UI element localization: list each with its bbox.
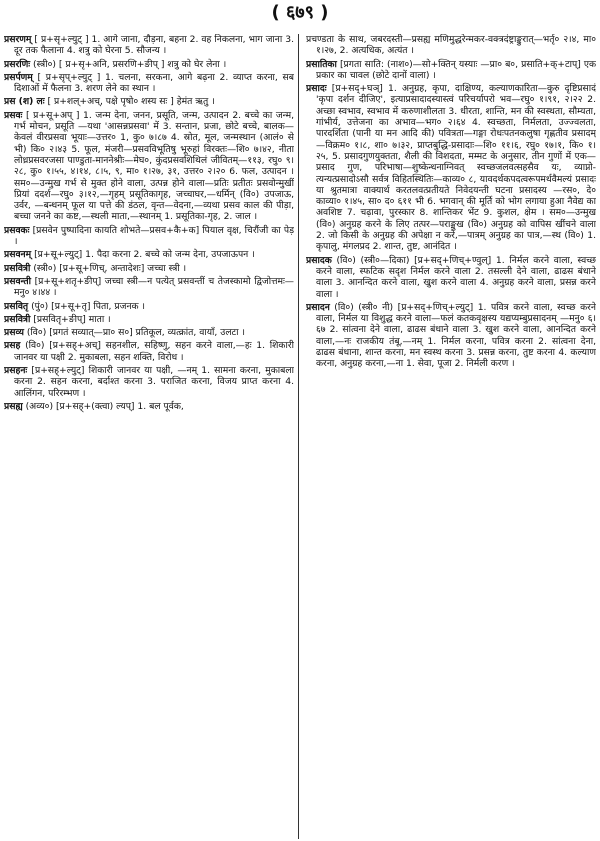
entry-definition: (वि०) (स्त्री०—दिका) [प्र+सद्+णिच्+ण्वुल्] 1. निर्मल करने वाला, स्वच्छ करने वाला, स्फटिक सदृश निर्मल करने वाला 2. तसल्ली देने वाला, ढाढस बंधाने वाला 3. आनन्दित करने वाला, खुश करने वाला 4. अनुग्रह करने वाला, प्रसन्न करने वाला । xyxy=(316,254,596,300)
entry-headword: प्रसर्पणम् xyxy=(4,71,33,83)
left-column xyxy=(4,34,294,839)
entry-headword: प्रसहनः xyxy=(4,365,28,377)
entry-definition: [ प्र+सृ+ल्युट् ] 1. आगे जाना, दौड़ना, बहना 2. वह निकलना, भाग जाना 3. दूर तक फैलाना 4. शत्रु को घेरना 5. सौजन्य । xyxy=(14,34,294,57)
dictionary-entry xyxy=(306,34,596,57)
dictionary-entry xyxy=(4,96,294,107)
entry-definition: [प्र+सद्+घञ्] 1. अनुग्रह, कृपा, दाक्षिण्य, कल्याणकारिता—कुरु दृष्टिप्रसादं 'कृपा दर्शन दीजिए', इत्याप्रसादादस्यास्त्वं परिचर्यापरो भव—रघु० १।९१, २।२२ 2. अच्छा स्वभाव, स्वभाव में करुणाशीलता 3. धीरता, शान्ति, मन की स्वस्थता, सौम्यता, गांभीर्य, उत्तेजना का अभाव—भग० २।६४ 4. स्वच्छता, निर्मलता, उज्ज्वलता, पारदर्शिता (पानी या मन आदि की) पवित्रता—गङ्गा रोधःपतनकलुषा गृह्णतीव प्रसादम्—विक्रम० १।८, शा० ७।३२, प्राप्तबुद्धि-प्रसादाः—शि० ११।६, रघु० १७।१, कि० १।२५, 5. प्रसादगुणयुक्तता, शैली की विशदता, मम्मट के अनुसार, तीन गुणों में एक—प्रसाद गुण, परिभाषा—शुष्केन्धनाग्निवत् स्वच्छजलवत्सहसैव यः, व्याप्नो-त्यन्यत्प्रसादोऽसौ सर्वत्र विहितस्थितिः—काव्य० ८, यावदर्थकपदत्वरूपमर्थवैमल्यं प्रसादः या श्रुतमात्रा वाक्यार्थ करतलवत्प्रतीयते निवेदयन्ती घटना प्रसादस्य —रस०, दे० काव्या० १।४५, सा० द० ६११ भी 6. भगवान् की मूर्ति को भोग लगाया हुआ नैवेद्य का अवशिष्ट 7. चढ़ावा, पुरस्कार 8. शान्तिकर भेंट 9. कुशल, क्षेम । सम०—उन्मुख (वि०) अनुग्रह करने के लिए तत्पर—पराङ्मुख (वि०) अनुग्रह को वापिस खींचने वाला 2. जो किसी के अनुग्रह की अपेक्षा न करे,—पात्रम् अनुग्रह का पात्र,—स्थ (वि०) 1. कृपालु, मंगलप्रद 2. शान्त, तुष्ट, आनंदित । xyxy=(316,83,596,253)
entry-headword: प्रसादः xyxy=(306,83,327,95)
entry-definition: [ प्र+सू+अप् ] 1. जन्म देना, जनन, प्रसूति, जन्म, उत्पादन 2. बच्चे का जन्म, गर्भ मोचन, प्रसूति —यथा 'आसन्नप्रसवा' में 3. सन्तान, प्रजा, छोटे बच्चे, बालक—केवलं वीरप्रसवा भूयाः—उत्तर० 1, कु० ७।८७ 4. स्रोत, मूल, जन्मस्थान (आलं० से भी) कि० २।४३ 5. फूल, मंजरी—प्रसवविभूतिषु भूरुहां विरक्तः—शि० ७।४२, नीता लोध्रप्रसवरजसा पाण्डुता-माननेश्रीः—मेघ०, कुंदप्रसवशिथिलं जीवितम्—११३, रघु० ९।२८, कु० १।५५, ४।१४, ८।५, ९, मा० १।२७, ३१, उत्तर० २।२० 6. फल, उत्पादन । सम०—उन्मुख गर्भ से मुक्त होने वाला, उत्पन्न होने वाला—प्रतिः प्रतीतः प्रसवोन्मुखीं प्रियां ददर्श—रघु० ३।१२,—गृहम् प्रसूतिकागृह, जच्चाघर,—धर्मिन् (वि०) उपजाऊ, उर्वर, —बन्धनम् फूल या पत्ते की डंठल, वृन्त—वेदना,—व्यथा प्रसव काल की पीड़ा, बच्चा जनने का कष्ट,—स्थली माता,—स्थानम् 1. प्रसूतिका-गृह, 2. जाल । xyxy=(14,109,294,223)
entry-headword: प्रसह xyxy=(4,340,21,352)
entry-headword: प्रसवित्री xyxy=(4,313,31,325)
entry-headword: प्रसह्य xyxy=(4,400,23,412)
entry-definition: [प्र+सह्+ल्युट्] शिकारी जानवर या पक्षी, —नम् 1. सामना करना, मुकाबला करना 2. सहन करना, बर्दाश्त करना 3. पराजित करना, विजय प्राप्त करना 4. आलिंगन, परिरम्भण । xyxy=(14,365,294,399)
entry-headword: प्रसवनम् xyxy=(4,249,32,261)
entry-headword: प्रसवित्री xyxy=(4,262,31,274)
dictionary-entry xyxy=(4,72,294,95)
entry-headword: प्रसादक xyxy=(306,254,332,266)
dictionary-entry xyxy=(4,327,294,338)
dictionary-entry xyxy=(306,83,596,252)
right-column xyxy=(306,34,596,839)
dictionary-entry xyxy=(4,110,294,223)
entry-headword: प्रसरणम् xyxy=(4,34,32,45)
dictionary-entry xyxy=(4,276,294,299)
entry-headword: प्रसातिका xyxy=(306,58,337,70)
entry-definition: [प्रगता साति: (नाश०)—सो+क्तिन् यस्याः —प्रा० ब०, प्रसाति+क्+टाप्] एक प्रकार का चावल (छोटे दानों वाला) । xyxy=(316,58,596,81)
entry-headword: प्रसरणिः xyxy=(4,58,31,70)
entry-headword: प्रसादन xyxy=(306,301,330,313)
dictionary-entry xyxy=(4,401,294,412)
entry-definition: (वि०) (स्त्री० नी) [प्र+सद्+णिच्+ल्युट्] 1. पवित्र करने वाला, स्वच्छ करने वाला, निर्मल या विशुद्ध करने वाला—फलं कतकवृक्षस्य यद्यप्यम्बुप्रसादनम् —मनु० ६।६७ 2. सांत्वना देने वाला, ढाढस बंधाने वाला 3. खुश करने वाला, आनन्दित करने वाला,—नः राजकीय तंबू,—नम् 1. निर्मल करना, पवित्र करना 2. सांत्वना देना, ढाढस बंधाना, शान्त करना, मन स्वस्थ करना 3. प्रसन्न करना, तुष्ट करना 4. कल्याण करना, अनुग्रह करना,—ना 1. सेवा, पूजा 2. निर्मली करण । xyxy=(316,301,596,370)
dictionary-entry xyxy=(306,302,596,370)
column-divider xyxy=(298,34,299,839)
page-number: ( ६७९ ) xyxy=(271,2,329,23)
entry-headword: प्रसवः xyxy=(4,109,23,121)
dictionary-entry xyxy=(4,314,294,325)
entry-definition: [प्र+सू+शतृ+ङीप्] जच्चा स्त्री—न पत्येत् प्रसवन्तीं च तेजस्कामो द्विजोत्तमः—मनु० ४।४४ । xyxy=(14,275,294,299)
entry-definition: (वि०) [प्र+सह्+अच्] सहनशील, सहिष्णु, सहन करने वाला,—हः 1. शिकारी जानवर या पक्षी 2. मुकाबला, सहन शक्ति, विरोध । xyxy=(14,340,294,363)
entry-definition: (पुं०) [प्र+सू+तृ] पिता, प्रजनक । xyxy=(31,300,145,312)
dictionary-entry xyxy=(306,255,596,300)
entry-definition: (स्त्री०) [ प्र+सृ+अनि, प्रसरणि+ङीप् ] शत्रु को घेर लेना । xyxy=(33,58,227,70)
entry-headword: प्रसवन्ती xyxy=(4,275,31,287)
dictionary-entry xyxy=(4,340,294,363)
dictionary-entry xyxy=(4,59,294,70)
dictionary-entry xyxy=(4,249,294,260)
dictionary-entry xyxy=(4,263,294,274)
dictionary-entry xyxy=(4,365,294,399)
entry-definition: [ प्र+शल्+अच्, पक्षे पृषो० शस्य सः ] हेमंत ऋतु । xyxy=(47,96,215,108)
dictionary-entry xyxy=(4,301,294,312)
entry-headword: प्रस (श) लः xyxy=(4,96,45,108)
dictionary-entry xyxy=(4,34,294,57)
entry-headword: प्रसवितृ xyxy=(4,300,29,312)
entry-definition: (वि०) [प्रगतं सव्यात्—प्रा० स०] प्रतिकूल, व्यत्क्रांत, वायाँ, उलटा । xyxy=(26,327,245,339)
dictionary-entry xyxy=(306,59,596,82)
entry-definition: [प्र+सू+ल्युट्] 1. पैदा करना 2. बच्चे को जन्म देना, उपजाऊपन । xyxy=(34,249,255,261)
entry-definition: [प्रसवेन पुष्पादिना कायति शोभते—प्रसव+कै+क] पियाल वृक्ष, चिरौंजी का पेड़ । xyxy=(14,224,294,248)
entry-definition: (अव्य०) [प्र+सह्+(क्त्वा) ल्यप्] 1. बल पूर्वक, xyxy=(25,400,184,412)
entry-definition: प्रचण्डता के साथ, जबरदस्ती—प्रसह्य मणिमुद्धरेन्मकर-वक्त्रदंष्ट्राङ्कुरात्—भर्तृ० २।४, मा० १।२७, 2. अत्यधिक, अत्यंत । xyxy=(306,34,596,57)
entry-definition: [ प्र+सृप्+ल्युट् ] 1. चलना, सरकना, आगे बढ़ना 2. व्याप्त करना, सब दिशाओं में फैलना 3. शरण लेने का स्थान । xyxy=(14,71,294,95)
entry-headword: प्रसव्य xyxy=(4,327,24,339)
entry-headword: प्रसवकः xyxy=(4,224,30,236)
dictionary-entry xyxy=(4,225,294,248)
entry-definition: [प्रसवितृ+ङीप्] माता । xyxy=(33,313,111,325)
entry-definition: (स्त्री०) [प्र+सू+णिच्, अन्तादेशः] जच्चा स्त्री । xyxy=(33,262,187,274)
